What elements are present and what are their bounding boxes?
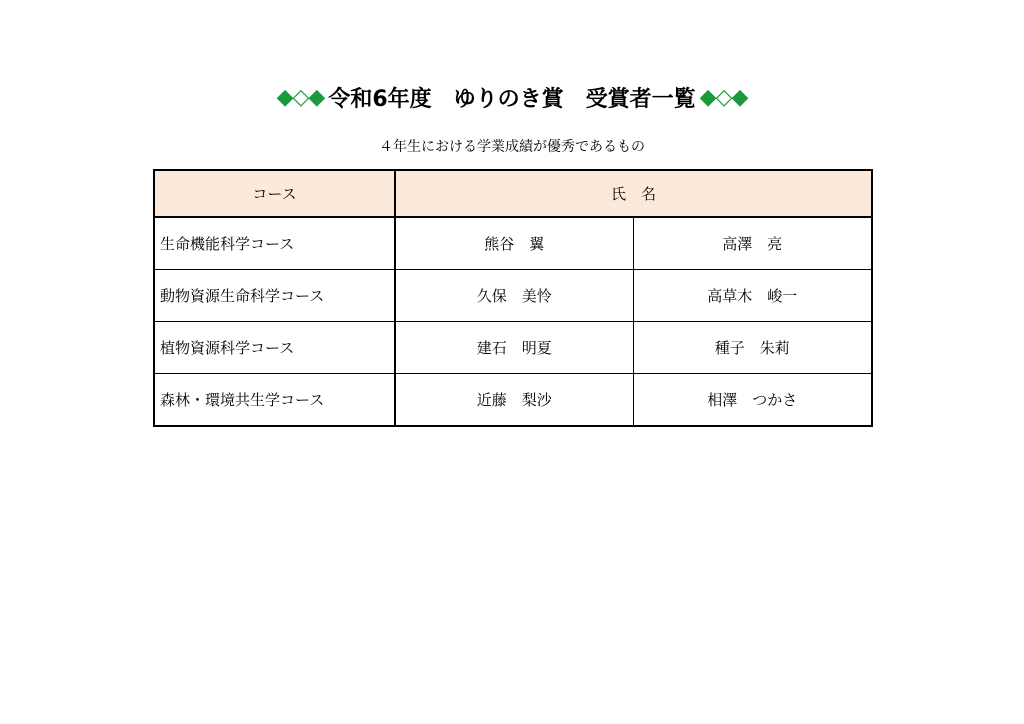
course-cell: 森林・環境共生学コース xyxy=(154,374,395,427)
course-cell: 植物資源科学コース xyxy=(154,322,395,374)
subtitle: ４年生における学業成績が優秀であるもの xyxy=(379,139,645,155)
table-row xyxy=(154,322,872,374)
diamond-decoration-left-icon: ◆◇◆ xyxy=(276,84,325,110)
table-row xyxy=(154,217,872,270)
name-column-header: 氏 名 xyxy=(395,170,872,217)
title-text: 令和6年度 ゆりのき賞 受賞者一覧 xyxy=(328,86,696,112)
document-title xyxy=(0,80,1024,114)
recipient-name-cell: 久保 美怜 xyxy=(395,270,633,322)
recipient-name-cell: 種子 朱莉 xyxy=(633,322,872,374)
recipient-name-cell: 近藤 梨沙 xyxy=(395,374,633,427)
award-recipients-table xyxy=(153,169,873,427)
table-row xyxy=(154,270,872,322)
course-cell: 動物資源生命科学コース xyxy=(154,270,395,322)
recipient-name-cell: 建石 明夏 xyxy=(395,322,633,374)
diamond-decoration-right-icon: ◆◇◆ xyxy=(699,84,748,110)
course-column-header: コース xyxy=(154,170,395,217)
course-cell: 生命機能科学コース xyxy=(154,217,395,270)
recipient-name-cell: 高澤 亮 xyxy=(633,217,872,270)
recipient-name-cell: 高草木 峻一 xyxy=(633,270,872,322)
table-row xyxy=(154,374,872,427)
table-header-row xyxy=(154,170,872,217)
recipient-name-cell: 相澤 つかさ xyxy=(633,374,872,427)
recipient-name-cell: 熊谷 翼 xyxy=(395,217,633,270)
